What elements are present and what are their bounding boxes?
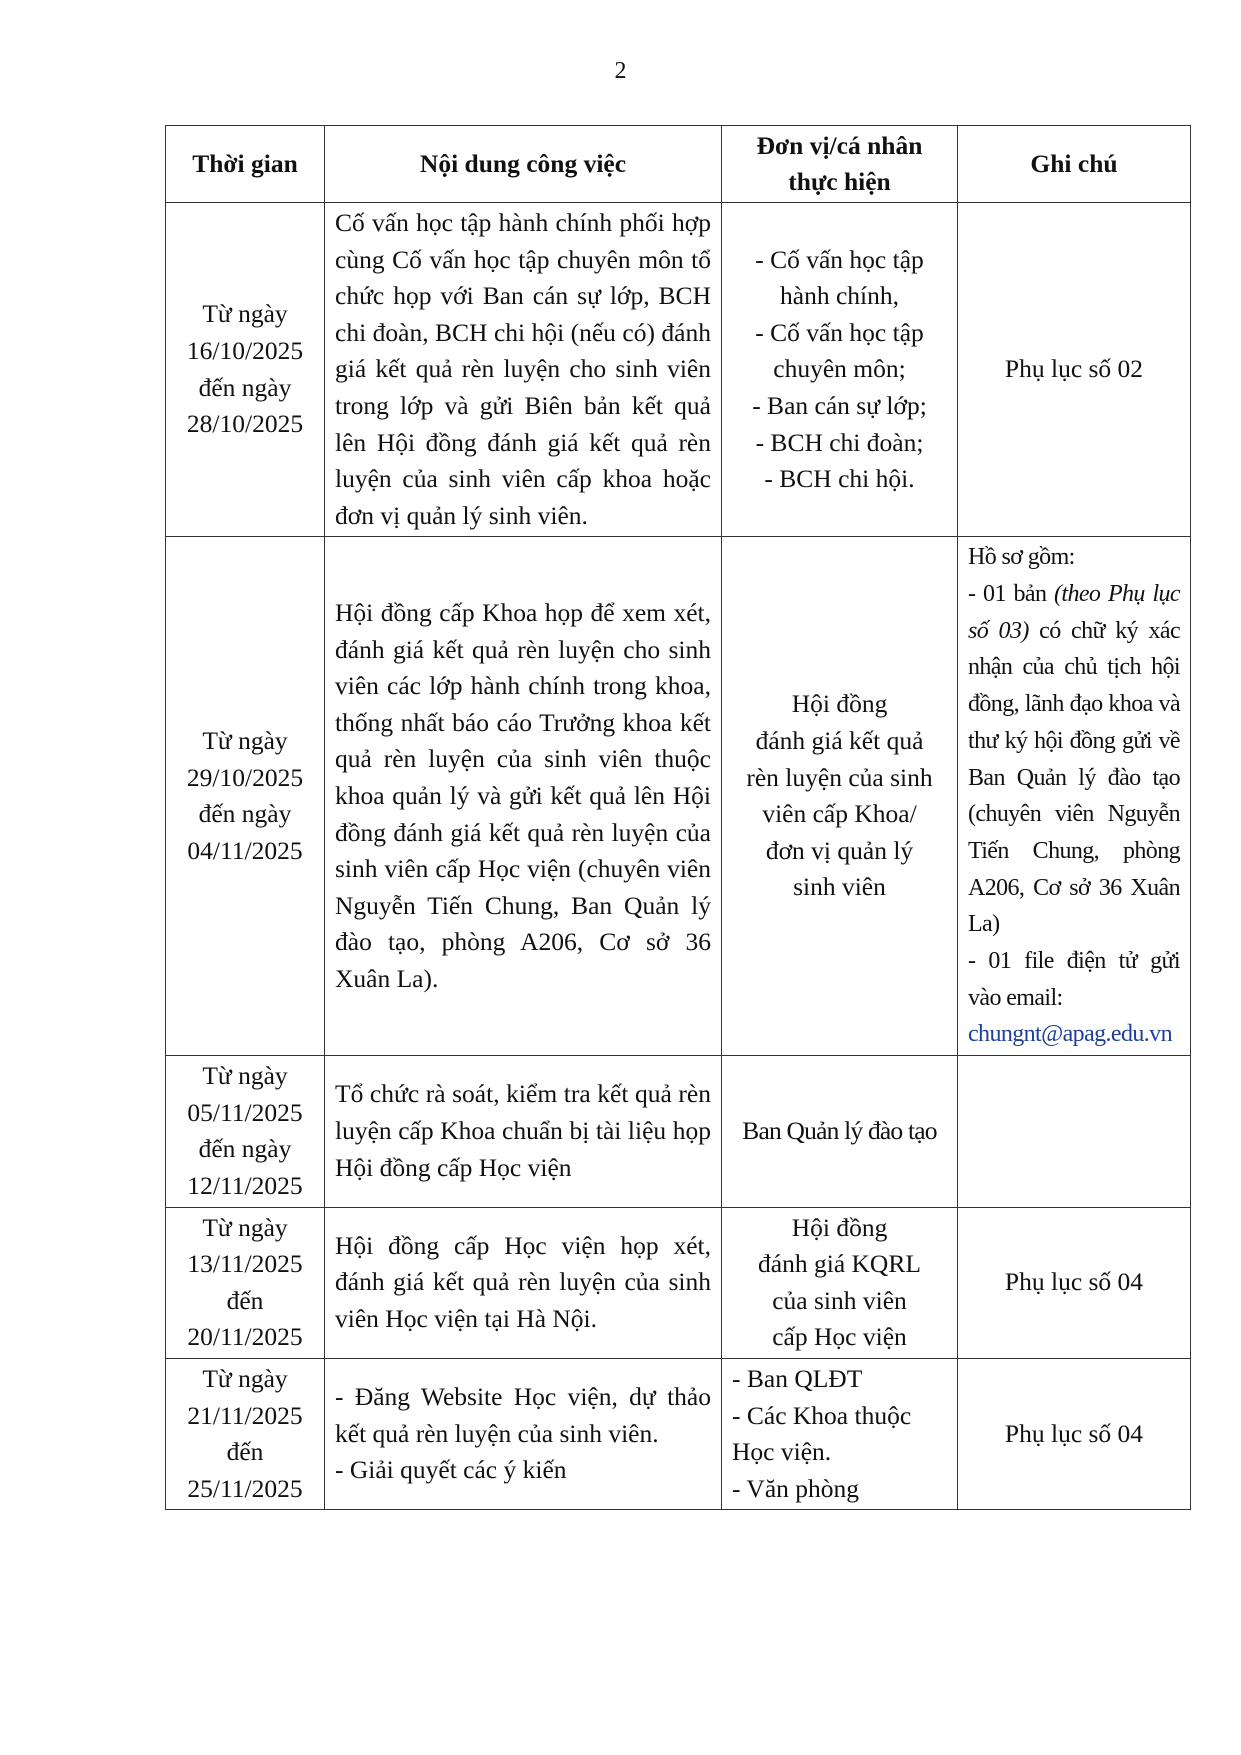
unit-line: sinh viên [793, 872, 886, 902]
unit-line: - Văn phòng [732, 1473, 860, 1503]
time-line: Từ ngày [202, 1212, 288, 1242]
unit-line: - Cố vấn học tập [755, 317, 924, 347]
unit-line: - BCH chi hội. [764, 464, 915, 494]
time-line: Từ ngày [202, 299, 288, 329]
time-line: 25/11/2025 [187, 1473, 303, 1503]
table-row [166, 1056, 1191, 1207]
unit-line: đơn vị quản lý [765, 835, 914, 865]
page-number: 2 [614, 58, 627, 84]
time-line: Từ ngày [202, 726, 288, 756]
time-line: 16/10/2025 [186, 336, 304, 366]
time-line: 21/11/2025 [187, 1400, 303, 1430]
time-line: đến [226, 1437, 264, 1467]
unit-line: - Ban QLĐT [732, 1363, 863, 1393]
note-text: - 01 bản [968, 581, 1047, 608]
time-line: 29/10/2025 [186, 762, 304, 792]
unit-line: Hội đồng [791, 1212, 888, 1242]
header-note: Ghi chú [958, 126, 1191, 203]
note-cell [958, 537, 1191, 1056]
unit-line: - BCH chi đoàn; [755, 427, 924, 457]
note-cell [958, 1056, 1191, 1207]
time-cell [166, 1358, 325, 1509]
unit-cell [722, 203, 958, 537]
note-cell: Phụ lục số 04 [958, 1358, 1191, 1509]
task-cell: Hội đồng cấp Khoa họp để xem xét, đánh giá kết quả rèn luyện cho sinh viên các lớp hành chính trong khoa, thống nhất báo cáo Trưởng khoa kết quả rèn luyện của sinh viên thuộc khoa quản lý và gửi kết quả lên Hội đồng đánh giá kết quả rèn luyện của sinh viên cấp Học viện (chuyên viên Nguyễn Tiến Chung, Ban Quản lý đào tạo, phòng A206, Cơ sở 36 Xuân La). [325, 537, 722, 1056]
unit-line: cấp Học viện [772, 1322, 907, 1352]
time-line: Từ ngày [202, 1363, 288, 1393]
note-text: - 01 file điện tử gửi vào email: [968, 948, 1180, 1011]
time-line: 04/11/2025 [187, 835, 303, 865]
unit-cell [722, 1207, 958, 1358]
header-unit [722, 126, 958, 203]
unit-line: - Các Khoa thuộc Học viện. [732, 1400, 912, 1467]
time-line: đến ngày [198, 1134, 292, 1164]
unit-line: - Cố vấn học tập [755, 244, 924, 274]
table-row [166, 537, 1191, 1056]
table-header-row [166, 126, 1191, 203]
task-cell: Tổ chức rà soát, kiểm tra kết quả rèn luyện cấp Khoa chuẩn bị tài liệu họp Hội đồng cấp Học viện [325, 1056, 722, 1207]
table-row [166, 1207, 1191, 1358]
unit-line: rèn luyện của sinh [746, 762, 933, 792]
time-line: đến [226, 1285, 264, 1315]
unit-cell [722, 1358, 958, 1509]
time-cell [166, 1207, 325, 1358]
time-line: 28/10/2025 [186, 409, 304, 439]
unit-line: đánh giá kết quả [755, 726, 924, 756]
unit-line: đánh giá KQRL [758, 1249, 921, 1279]
table-row [166, 1358, 1191, 1509]
email-link[interactable]: chungnt@apag.edu.vn [968, 1021, 1172, 1048]
note-intro: Hồ sơ gồm: [968, 544, 1075, 571]
task-cell: Hội đồng cấp Học viện họp xét, đánh giá kết quả rèn luyện của sinh viên Học viện tại Hà Nội. [325, 1207, 722, 1358]
task-cell: Cố vấn học tập hành chính phối hợp cùng Cố vấn học tập chuyên môn tổ chức họp với Ban cán sự lớp, BCH chi đoàn, BCH chi hội (nếu có) đánh giá kết quả rèn luyện cho sinh viên trong lớp và gửi Biên bản kết quả lên Hội đồng đánh giá kết quả rèn luyện của sinh viên cấp khoa hoặc đơn vị quản lý sinh viên. [325, 203, 722, 537]
task-line: - Giải quyết các ý kiến [335, 1455, 567, 1485]
time-cell [166, 203, 325, 537]
time-line: 12/11/2025 [187, 1170, 303, 1200]
header-task: Nội dung công việc [325, 126, 722, 203]
schedule-table [165, 125, 1191, 1510]
unit-line: Hội đồng [791, 689, 888, 719]
unit-line: của sinh viên [772, 1285, 907, 1315]
time-cell [166, 537, 325, 1056]
unit-line: - Ban cán sự lớp; [752, 390, 927, 420]
table-row [166, 203, 1191, 537]
time-line: đến ngày [198, 799, 292, 829]
unit-line: hành chính, [780, 281, 899, 311]
time-line: 05/11/2025 [187, 1097, 303, 1127]
header-unit-line: thực hiện [788, 167, 891, 196]
unit-cell [722, 537, 958, 1056]
note-cell: Phụ lục số 04 [958, 1207, 1191, 1358]
unit-line: chuyên môn; [773, 354, 906, 384]
header-unit-line: Đơn vị/cá nhân [756, 131, 923, 160]
time-cell [166, 1056, 325, 1207]
note-cell: Phụ lục số 02 [958, 203, 1191, 537]
task-line: - Đăng Website Học viện, dự thảo kết quả rèn luyện của sinh viên. [335, 1382, 711, 1448]
note-appendix-reference: (theo Phụ lục số 03) [968, 581, 1180, 644]
header-time: Thời gian [166, 126, 325, 203]
unit-cell [722, 1056, 958, 1207]
task-cell [325, 1358, 722, 1509]
time-line: đến ngày [198, 372, 292, 402]
time-line: 20/11/2025 [187, 1322, 303, 1352]
time-line: Từ ngày [202, 1061, 288, 1091]
time-line: 13/11/2025 [187, 1249, 303, 1279]
note-text: có chữ ký xác nhận của chủ tịch hội đồng, lãnh đạo khoa và thư ký hội đồng gửi về Ban Quản lý đào tạo (chuyên viên Nguyễn Tiến Chung, phòng A206, Cơ sở 36 Xuân La) [968, 617, 1180, 938]
unit-line: Ban Quản lý đào tạo [742, 1116, 937, 1146]
unit-line: viên cấp Khoa/ [762, 799, 917, 829]
